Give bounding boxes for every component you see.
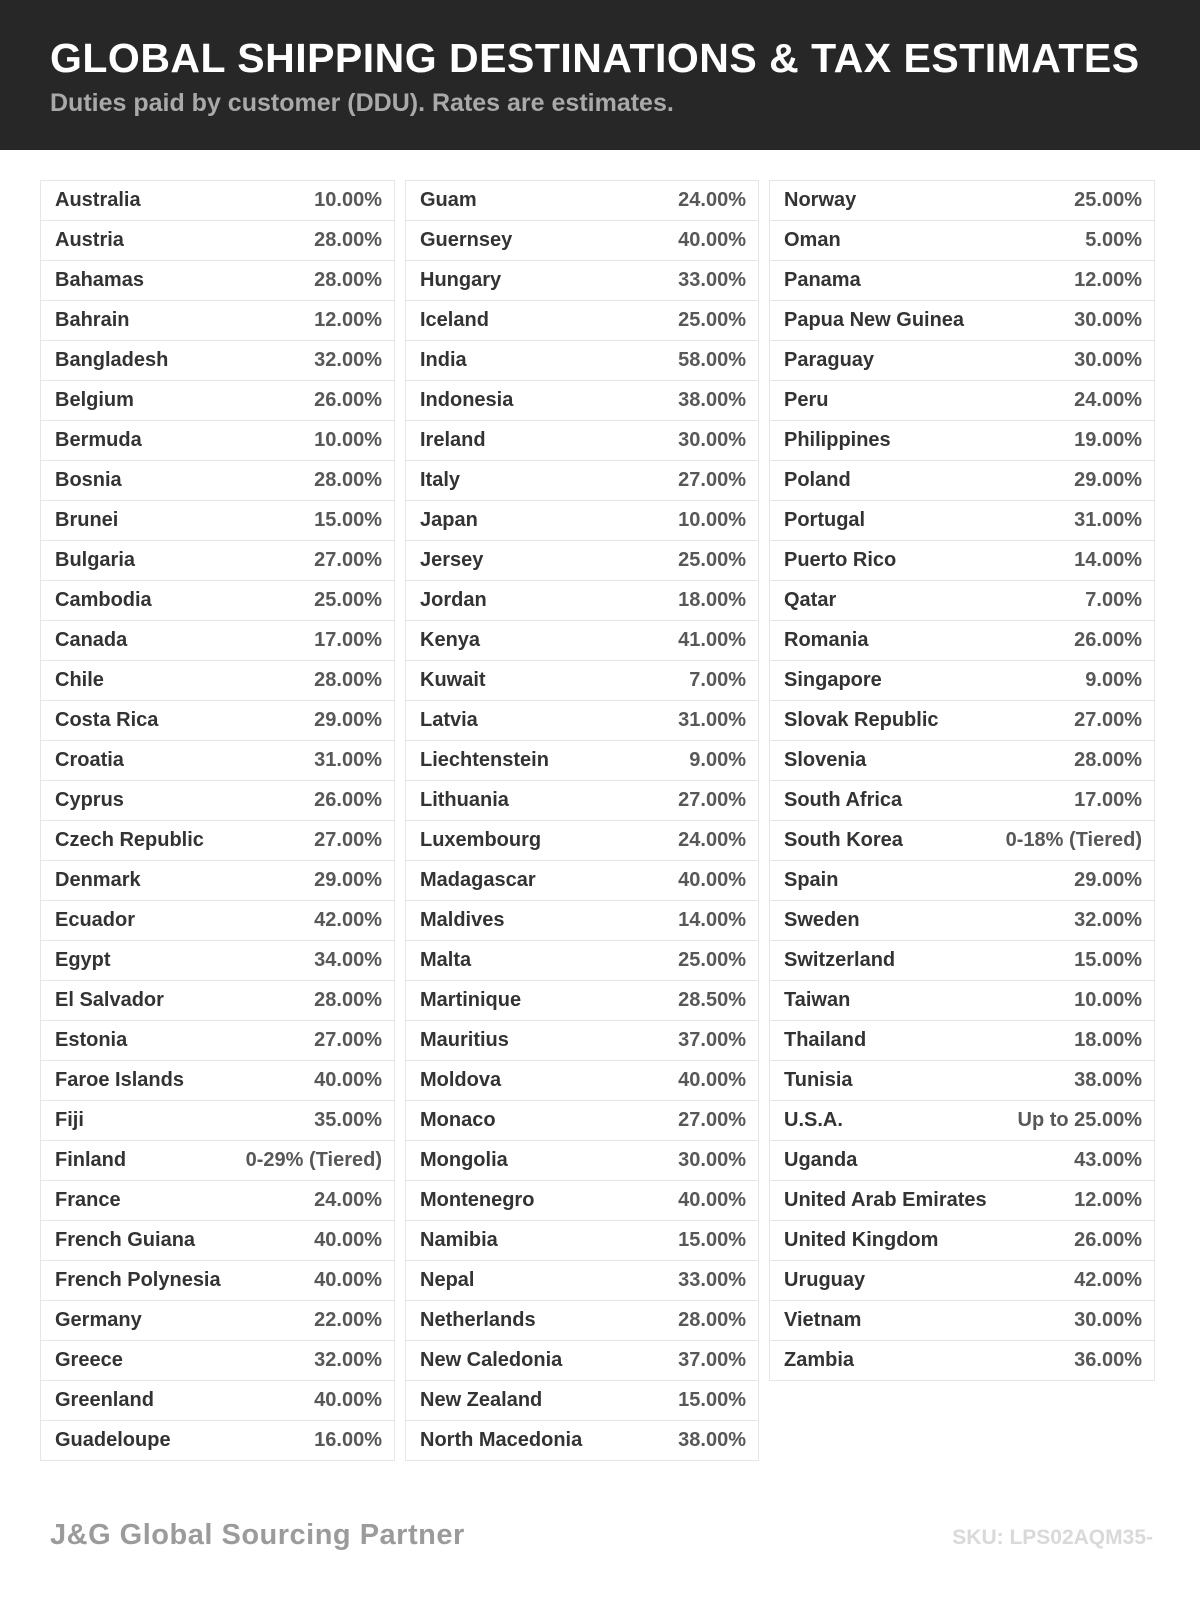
country-name: Luxembourg bbox=[420, 829, 542, 851]
tax-rate: 26.00% bbox=[1074, 1229, 1142, 1251]
table-row bbox=[406, 541, 758, 581]
tax-rate: 27.00% bbox=[1074, 709, 1142, 731]
tax-rate: 40.00% bbox=[678, 229, 746, 251]
tax-rate: 28.50% bbox=[678, 989, 746, 1011]
table-row bbox=[406, 1301, 758, 1341]
country-name: Costa Rica bbox=[55, 709, 159, 731]
table-row bbox=[41, 1381, 394, 1421]
table-row bbox=[406, 421, 758, 461]
tax-rate: 10.00% bbox=[1074, 989, 1142, 1011]
table-row bbox=[770, 421, 1154, 461]
country-name: Germany bbox=[55, 1309, 142, 1331]
country-name: Mauritius bbox=[420, 1029, 509, 1051]
table-row bbox=[41, 1061, 394, 1101]
tax-rate: 40.00% bbox=[314, 1389, 382, 1411]
tax-rate: 27.00% bbox=[314, 549, 382, 571]
country-name: Slovenia bbox=[784, 749, 867, 771]
table-row bbox=[406, 1181, 758, 1221]
country-name: Mongolia bbox=[420, 1149, 508, 1171]
country-name: Romania bbox=[784, 629, 869, 651]
table-row bbox=[406, 1061, 758, 1101]
table-row bbox=[41, 901, 394, 941]
tax-rate: 15.00% bbox=[1074, 949, 1142, 971]
table-row bbox=[770, 821, 1154, 861]
table-row bbox=[406, 1101, 758, 1141]
tax-rate: 29.00% bbox=[314, 869, 382, 891]
country-name: South Korea bbox=[784, 829, 903, 851]
tax-rate: 42.00% bbox=[1074, 1269, 1142, 1291]
country-name: Moldova bbox=[420, 1069, 502, 1091]
tax-rate: 12.00% bbox=[1074, 1189, 1142, 1211]
country-name: Uganda bbox=[784, 1149, 858, 1171]
tax-rate: 26.00% bbox=[1074, 629, 1142, 651]
country-name: Bahamas bbox=[55, 269, 144, 291]
country-name: Iceland bbox=[420, 309, 489, 331]
tax-rate: 38.00% bbox=[678, 389, 746, 411]
table-row bbox=[406, 661, 758, 701]
country-name: Slovak Republic bbox=[784, 709, 939, 731]
table-row bbox=[41, 1021, 394, 1061]
tax-rate: 32.00% bbox=[1074, 909, 1142, 931]
table-row bbox=[41, 461, 394, 501]
table-row bbox=[41, 1181, 394, 1221]
country-name: Guadeloupe bbox=[55, 1429, 171, 1451]
table-row bbox=[41, 861, 394, 901]
country-name: France bbox=[55, 1189, 121, 1211]
table-row bbox=[770, 1101, 1154, 1141]
tax-rate: 28.00% bbox=[314, 269, 382, 291]
country-name: Croatia bbox=[55, 749, 124, 771]
tax-rate: 24.00% bbox=[314, 1189, 382, 1211]
table-row bbox=[770, 341, 1154, 381]
country-name: Uruguay bbox=[784, 1269, 866, 1291]
table-row bbox=[406, 781, 758, 821]
tax-rate: 40.00% bbox=[678, 1189, 746, 1211]
table-row bbox=[770, 741, 1154, 781]
table-row bbox=[406, 301, 758, 341]
tax-rate: 58.00% bbox=[678, 349, 746, 371]
tax-rate: 29.00% bbox=[1074, 469, 1142, 491]
tax-rate: 0-18% (Tiered) bbox=[1005, 829, 1142, 851]
country-name: Paraguay bbox=[784, 349, 875, 371]
tax-rate: 30.00% bbox=[678, 429, 746, 451]
country-name: Malta bbox=[420, 949, 472, 971]
country-name: Papua New Guinea bbox=[784, 309, 965, 331]
table-row bbox=[406, 1261, 758, 1301]
country-name: Sweden bbox=[784, 909, 860, 931]
country-name: Lithuania bbox=[420, 789, 509, 811]
table-row bbox=[41, 1341, 394, 1381]
country-name: Indonesia bbox=[420, 389, 514, 411]
country-name: Kuwait bbox=[420, 669, 486, 691]
country-name: Panama bbox=[784, 269, 861, 291]
table-column bbox=[40, 180, 395, 1461]
country-name: Bahrain bbox=[55, 309, 130, 331]
country-name: Maldives bbox=[420, 909, 505, 931]
tax-rate: 17.00% bbox=[1074, 789, 1142, 811]
table-row bbox=[770, 381, 1154, 421]
tax-rate: 43.00% bbox=[1074, 1149, 1142, 1171]
table-row bbox=[770, 301, 1154, 341]
tax-rate: 26.00% bbox=[314, 389, 382, 411]
table-row bbox=[770, 1261, 1154, 1301]
tax-rate: 29.00% bbox=[314, 709, 382, 731]
tax-rate: 31.00% bbox=[1074, 509, 1142, 531]
table-row bbox=[770, 1301, 1154, 1341]
country-name: India bbox=[420, 349, 467, 371]
table-row bbox=[41, 701, 394, 741]
country-name: Brunei bbox=[55, 509, 119, 531]
country-name: Czech Republic bbox=[55, 829, 204, 851]
table-row bbox=[41, 741, 394, 781]
tax-rate: 29.00% bbox=[1074, 869, 1142, 891]
tax-rate: 35.00% bbox=[314, 1109, 382, 1131]
table-row bbox=[41, 621, 394, 661]
tax-rate: 7.00% bbox=[1085, 589, 1142, 611]
tax-rate: 30.00% bbox=[1074, 1309, 1142, 1331]
table-row bbox=[41, 341, 394, 381]
tax-rate: 10.00% bbox=[314, 429, 382, 451]
page-title: GLOBAL SHIPPING DESTINATIONS & TAX ESTIMATES bbox=[50, 35, 1140, 81]
tax-rate: 22.00% bbox=[314, 1309, 382, 1331]
country-name: United Kingdom bbox=[784, 1229, 939, 1251]
table-row bbox=[406, 741, 758, 781]
table-row bbox=[406, 1421, 758, 1461]
tax-table bbox=[0, 180, 1200, 1461]
table-row bbox=[41, 261, 394, 301]
tax-rate: 24.00% bbox=[678, 829, 746, 851]
tax-rate: 27.00% bbox=[314, 1029, 382, 1051]
tax-rate: 25.00% bbox=[1074, 189, 1142, 211]
tax-rate: 12.00% bbox=[314, 309, 382, 331]
country-name: Kenya bbox=[420, 629, 481, 651]
tax-rate: 9.00% bbox=[1085, 669, 1142, 691]
country-name: Cambodia bbox=[55, 589, 152, 611]
country-name: Philippines bbox=[784, 429, 891, 451]
tax-rate: 40.00% bbox=[314, 1269, 382, 1291]
tax-rate: 28.00% bbox=[678, 1309, 746, 1331]
table-column bbox=[405, 180, 759, 1461]
table-row bbox=[41, 1301, 394, 1341]
tax-rate: 24.00% bbox=[678, 189, 746, 211]
table-row bbox=[41, 541, 394, 581]
tax-rate: 28.00% bbox=[314, 989, 382, 1011]
country-name: Peru bbox=[784, 389, 829, 411]
country-name: Norway bbox=[784, 189, 857, 211]
table-row bbox=[770, 181, 1154, 221]
country-name: Portugal bbox=[784, 509, 866, 531]
table-row bbox=[41, 821, 394, 861]
country-name: North Macedonia bbox=[420, 1429, 583, 1451]
table-row bbox=[770, 1141, 1154, 1181]
tax-rate: 25.00% bbox=[314, 589, 382, 611]
country-name: Chile bbox=[55, 669, 104, 691]
table-row bbox=[770, 1021, 1154, 1061]
tax-rate: 15.00% bbox=[678, 1389, 746, 1411]
table-row bbox=[406, 1221, 758, 1261]
country-name: Bangladesh bbox=[55, 349, 169, 371]
tax-rate: 33.00% bbox=[678, 269, 746, 291]
tax-rate: 40.00% bbox=[314, 1229, 382, 1251]
table-row bbox=[406, 861, 758, 901]
tax-rate: 36.00% bbox=[1074, 1349, 1142, 1371]
tax-rate: 15.00% bbox=[314, 509, 382, 531]
tax-rate: 32.00% bbox=[314, 349, 382, 371]
tax-rate: 38.00% bbox=[678, 1429, 746, 1451]
table-row bbox=[770, 1061, 1154, 1101]
tax-rate: 16.00% bbox=[314, 1429, 382, 1451]
table-row bbox=[41, 981, 394, 1021]
country-name: Singapore bbox=[784, 669, 882, 691]
table-row bbox=[770, 981, 1154, 1021]
country-name: Switzerland bbox=[784, 949, 896, 971]
country-name: Montenegro bbox=[420, 1189, 535, 1211]
table-row bbox=[770, 901, 1154, 941]
table-row bbox=[406, 1021, 758, 1061]
tax-rate: 25.00% bbox=[678, 549, 746, 571]
country-name: Bermuda bbox=[55, 429, 142, 451]
tax-rate: 19.00% bbox=[1074, 429, 1142, 451]
country-name: Guam bbox=[420, 189, 477, 211]
country-name: Bulgaria bbox=[55, 549, 136, 571]
table-row bbox=[770, 1341, 1154, 1381]
table-row bbox=[406, 1341, 758, 1381]
tax-rate: 34.00% bbox=[314, 949, 382, 971]
table-row bbox=[41, 1101, 394, 1141]
country-name: El Salvador bbox=[55, 989, 164, 1011]
country-name: French Guiana bbox=[55, 1229, 196, 1251]
tax-rate: 27.00% bbox=[678, 469, 746, 491]
sku-label: SKU: LPS02AQM35- bbox=[952, 1526, 1153, 1549]
country-name: New Caledonia bbox=[420, 1349, 563, 1371]
country-name: Qatar bbox=[784, 589, 837, 611]
country-name: Latvia bbox=[420, 709, 478, 731]
tax-rate: 32.00% bbox=[314, 1349, 382, 1371]
country-name: Jersey bbox=[420, 549, 484, 571]
table-row bbox=[770, 621, 1154, 661]
country-name: Ecuador bbox=[55, 909, 136, 931]
tax-rate: 18.00% bbox=[678, 589, 746, 611]
country-name: Estonia bbox=[55, 1029, 128, 1051]
table-row bbox=[770, 861, 1154, 901]
table-row bbox=[770, 781, 1154, 821]
table-row bbox=[770, 541, 1154, 581]
table-row bbox=[406, 501, 758, 541]
table-row bbox=[406, 901, 758, 941]
tax-rate: 40.00% bbox=[678, 869, 746, 891]
tax-rate: 27.00% bbox=[678, 789, 746, 811]
table-row bbox=[41, 1221, 394, 1261]
tax-rate: 30.00% bbox=[1074, 349, 1142, 371]
table-row bbox=[406, 221, 758, 261]
country-name: Finland bbox=[55, 1149, 127, 1171]
tax-rate: 30.00% bbox=[1074, 309, 1142, 331]
country-name: Madagascar bbox=[420, 869, 536, 891]
country-name: United Arab Emirates bbox=[784, 1189, 987, 1211]
country-name: Jordan bbox=[420, 589, 487, 611]
table-row bbox=[406, 581, 758, 621]
country-name: Belgium bbox=[55, 389, 134, 411]
tax-rate: 31.00% bbox=[314, 749, 382, 771]
country-name: Poland bbox=[784, 469, 851, 491]
country-name: Fiji bbox=[55, 1109, 84, 1131]
country-name: Faroe Islands bbox=[55, 1069, 184, 1091]
tax-rate: 33.00% bbox=[678, 1269, 746, 1291]
table-row bbox=[406, 1141, 758, 1181]
table-row bbox=[770, 701, 1154, 741]
page-footer bbox=[50, 1519, 1153, 1552]
country-name: Taiwan bbox=[784, 989, 851, 1011]
tax-rate: 27.00% bbox=[314, 829, 382, 851]
country-name: Tunisia bbox=[784, 1069, 853, 1091]
country-name: U.S.A. bbox=[784, 1109, 843, 1131]
country-name: Bosnia bbox=[55, 469, 122, 491]
table-row bbox=[770, 261, 1154, 301]
table-row bbox=[41, 941, 394, 981]
country-name: Spain bbox=[784, 869, 839, 891]
tax-rate: 37.00% bbox=[678, 1349, 746, 1371]
country-name: Puerto Rico bbox=[784, 549, 897, 571]
table-row bbox=[41, 381, 394, 421]
table-row bbox=[41, 181, 394, 221]
country-name: Namibia bbox=[420, 1229, 498, 1251]
tax-rate: 10.00% bbox=[314, 189, 382, 211]
country-name: Japan bbox=[420, 509, 478, 531]
country-name: Guernsey bbox=[420, 229, 513, 251]
table-row bbox=[406, 381, 758, 421]
country-name: Thailand bbox=[784, 1029, 867, 1051]
tax-rate: 28.00% bbox=[1074, 749, 1142, 771]
tax-rate: 28.00% bbox=[314, 469, 382, 491]
table-row bbox=[406, 261, 758, 301]
country-name: Egypt bbox=[55, 949, 111, 971]
table-row bbox=[41, 781, 394, 821]
tax-rate: 31.00% bbox=[678, 709, 746, 731]
country-name: New Zealand bbox=[420, 1389, 543, 1411]
tax-rate: 9.00% bbox=[689, 749, 746, 771]
country-name: Austria bbox=[55, 229, 124, 251]
tax-rate: 14.00% bbox=[1074, 549, 1142, 571]
tax-rate: 18.00% bbox=[1074, 1029, 1142, 1051]
table-row bbox=[41, 501, 394, 541]
country-name: Canada bbox=[55, 629, 128, 651]
table-row bbox=[406, 941, 758, 981]
country-name: Greece bbox=[55, 1349, 123, 1371]
tax-rate: 7.00% bbox=[689, 669, 746, 691]
tax-rate: 40.00% bbox=[678, 1069, 746, 1091]
tax-rate: 28.00% bbox=[314, 669, 382, 691]
country-name: Italy bbox=[420, 469, 461, 491]
page-subtitle: Duties paid by customer (DDU). Rates are estimates. bbox=[50, 89, 674, 118]
tax-rate: 27.00% bbox=[678, 1109, 746, 1131]
tax-rate: 42.00% bbox=[314, 909, 382, 931]
country-name: Vietnam bbox=[784, 1309, 862, 1331]
tax-rate: 15.00% bbox=[678, 1229, 746, 1251]
table-row bbox=[770, 661, 1154, 701]
table-row bbox=[41, 661, 394, 701]
tax-rate: 0-29% (Tiered) bbox=[245, 1149, 382, 1171]
country-name: Zambia bbox=[784, 1349, 855, 1371]
table-row bbox=[406, 341, 758, 381]
tax-rate: 25.00% bbox=[678, 949, 746, 971]
table-row bbox=[406, 701, 758, 741]
table-row bbox=[770, 581, 1154, 621]
table-row bbox=[770, 1181, 1154, 1221]
table-row bbox=[770, 501, 1154, 541]
country-name: Ireland bbox=[420, 429, 486, 451]
country-name: Cyprus bbox=[55, 789, 124, 811]
tax-rate: 30.00% bbox=[678, 1149, 746, 1171]
table-column bbox=[769, 180, 1155, 1381]
tax-rate: 41.00% bbox=[678, 629, 746, 651]
country-name: South Africa bbox=[784, 789, 903, 811]
table-row bbox=[406, 181, 758, 221]
tax-rate: 28.00% bbox=[314, 229, 382, 251]
table-row bbox=[41, 581, 394, 621]
country-name: Liechtenstein bbox=[420, 749, 549, 771]
table-row bbox=[406, 821, 758, 861]
country-name: Oman bbox=[784, 229, 841, 251]
country-name: Australia bbox=[55, 189, 141, 211]
table-row bbox=[41, 1421, 394, 1461]
tax-rate: 24.00% bbox=[1074, 389, 1142, 411]
table-row bbox=[41, 221, 394, 261]
table-row bbox=[41, 301, 394, 341]
tax-rate: 40.00% bbox=[314, 1069, 382, 1091]
tax-rate: 37.00% bbox=[678, 1029, 746, 1051]
tax-rate: 17.00% bbox=[314, 629, 382, 651]
country-name: Greenland bbox=[55, 1389, 154, 1411]
page-header bbox=[0, 0, 1200, 150]
table-row bbox=[406, 461, 758, 501]
table-row bbox=[406, 981, 758, 1021]
country-name: Martinique bbox=[420, 989, 522, 1011]
table-row bbox=[406, 621, 758, 661]
tax-rate: 38.00% bbox=[1074, 1069, 1142, 1091]
table-row bbox=[41, 1261, 394, 1301]
table-row bbox=[406, 1381, 758, 1421]
country-name: Nepal bbox=[420, 1269, 475, 1291]
tax-rate: 5.00% bbox=[1085, 229, 1142, 251]
brand-name: J&G Global Sourcing Partner bbox=[50, 1519, 465, 1551]
country-name: Hungary bbox=[420, 269, 502, 291]
table-row bbox=[770, 941, 1154, 981]
tax-rate: 14.00% bbox=[678, 909, 746, 931]
country-name: Netherlands bbox=[420, 1309, 536, 1331]
country-name: French Polynesia bbox=[55, 1269, 221, 1291]
table-row bbox=[41, 1141, 394, 1181]
tax-rate: 25.00% bbox=[678, 309, 746, 331]
tax-rate: Up to 25.00% bbox=[1017, 1109, 1142, 1131]
table-row bbox=[770, 1221, 1154, 1261]
tax-rate: 26.00% bbox=[314, 789, 382, 811]
table-row bbox=[770, 461, 1154, 501]
country-name: Denmark bbox=[55, 869, 141, 891]
table-row bbox=[770, 221, 1154, 261]
country-name: Monaco bbox=[420, 1109, 496, 1131]
tax-rate: 12.00% bbox=[1074, 269, 1142, 291]
table-row bbox=[41, 421, 394, 461]
tax-rate: 10.00% bbox=[678, 509, 746, 531]
